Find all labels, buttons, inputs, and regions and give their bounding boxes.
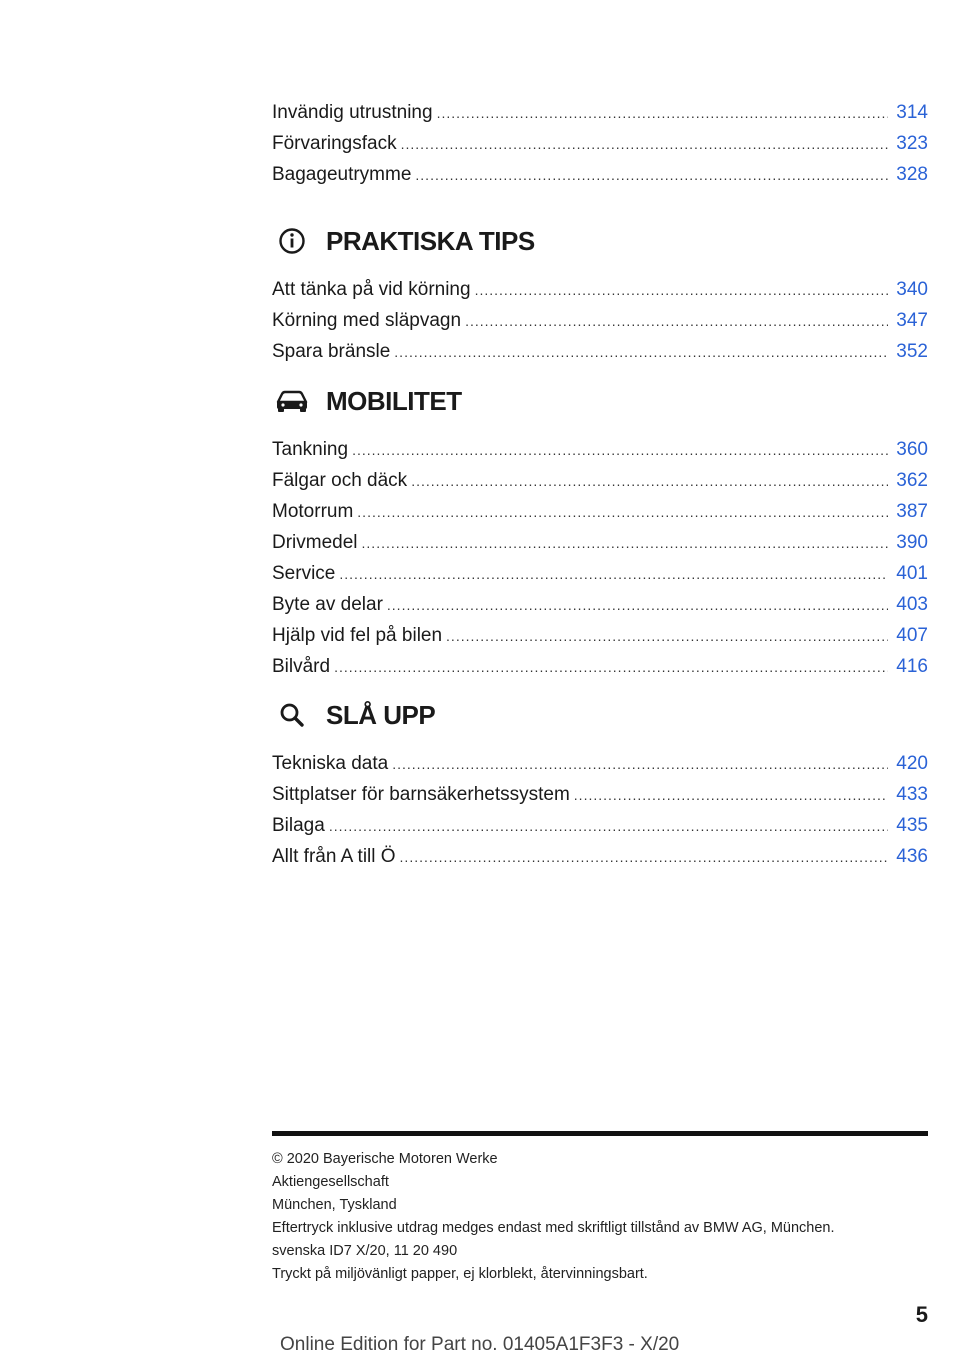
- imprint-line: © 2020 Bayerische Motoren Werke: [272, 1151, 498, 1167]
- toc-entry[interactable]: [272, 133, 928, 164]
- toc-entry-label: Byte av delar: [272, 594, 383, 615]
- section-heading: [272, 217, 928, 265]
- toc-page-link[interactable]: 362: [896, 470, 928, 491]
- toc-leader-dots: [334, 659, 888, 675]
- toc-entry[interactable]: [272, 501, 928, 532]
- toc-leader-dots: [574, 787, 889, 803]
- section-sla-upp: [272, 691, 928, 877]
- section-heading: [272, 691, 928, 739]
- toc-leader-dots: [437, 105, 889, 121]
- toc-leader-dots: [394, 344, 888, 360]
- toc-leader-dots: [401, 136, 889, 152]
- toc-leader-dots: [400, 849, 889, 865]
- imprint-line: München, Tyskland: [272, 1197, 397, 1213]
- toc-entry[interactable]: [272, 594, 928, 625]
- toc-entry-label: Service: [272, 563, 336, 584]
- toc-leader-dots: [411, 473, 888, 489]
- toc-page-link[interactable]: 314: [896, 102, 928, 123]
- toc-entry-label: Körning med släpvagn: [272, 310, 462, 331]
- toc-entry-label: Invändig utrustning: [272, 102, 433, 123]
- watermark: Online Edition for Part no. 01405A1F3F3 - X/20: [280, 1334, 680, 1355]
- section-heading: [272, 377, 928, 425]
- section-title: MOBILITET: [326, 385, 462, 416]
- toc-entry-label: Allt från A till Ö: [272, 846, 396, 867]
- toc-leader-dots: [339, 566, 888, 582]
- toc-page-link[interactable]: 328: [896, 164, 928, 185]
- info-icon: [272, 225, 312, 257]
- toc-entry-label: Motorrum: [272, 501, 354, 522]
- toc-leader-dots: [475, 282, 889, 298]
- toc-entry[interactable]: [272, 102, 928, 133]
- toc-entry[interactable]: [272, 815, 928, 846]
- imprint: [272, 1148, 912, 1286]
- toc-entry[interactable]: [272, 470, 928, 501]
- toc-page-link[interactable]: 401: [896, 563, 928, 584]
- toc-page-link[interactable]: 387: [896, 501, 928, 522]
- toc-leader-dots: [362, 535, 889, 551]
- toc-leader-dots: [357, 504, 888, 520]
- toc-page-link[interactable]: 340: [896, 279, 928, 300]
- toc-page-link[interactable]: 416: [896, 656, 928, 677]
- toc-page-link[interactable]: 433: [896, 784, 928, 805]
- toc-entry[interactable]: [272, 625, 928, 656]
- toc-leader-dots: [352, 442, 888, 458]
- toc-page-link[interactable]: 352: [896, 341, 928, 362]
- toc-entry-label: Förvaringsfack: [272, 133, 397, 154]
- toc-page-link[interactable]: 435: [896, 815, 928, 836]
- page-number: 5: [915, 1302, 928, 1327]
- toc-page-link[interactable]: 347: [896, 310, 928, 331]
- toc-entry-label: Drivmedel: [272, 532, 358, 553]
- section-mobilitet: [272, 377, 928, 687]
- section-title: SLÅ UPP: [326, 699, 436, 730]
- toc-leader-dots: [392, 756, 888, 772]
- imprint-line: Tryckt på miljövänligt papper, ej klorblekt, återvinningsbart.: [272, 1266, 648, 1282]
- toc-entry-label: Bilaga: [272, 815, 325, 836]
- toc-page-link[interactable]: 420: [896, 753, 928, 774]
- imprint-line: Eftertryck inklusive utdrag medges endast med skriftligt tillstånd av BMW AG, München.: [272, 1220, 835, 1236]
- toc-entry[interactable]: [272, 753, 928, 784]
- toc-entry[interactable]: [272, 563, 928, 594]
- toc-entry[interactable]: [272, 164, 928, 195]
- toc-entry-label: Tankning: [272, 439, 349, 460]
- search-icon: [272, 699, 312, 731]
- toc-leader-dots: [415, 167, 888, 183]
- toc-entry[interactable]: [272, 532, 928, 563]
- toc-entry[interactable]: [272, 846, 928, 877]
- toc-page-link[interactable]: 403: [896, 594, 928, 615]
- toc-page-link[interactable]: 390: [896, 532, 928, 553]
- toc-entry[interactable]: [272, 341, 928, 372]
- toc-entry-label: Bagageutrymme: [272, 164, 412, 185]
- toc-page-link[interactable]: 407: [896, 625, 928, 646]
- toc-entry[interactable]: [272, 656, 928, 687]
- section-praktiska-tips: [272, 217, 928, 372]
- footer-rule: [272, 1131, 928, 1136]
- imprint-line: Aktiengesellschaft: [272, 1174, 389, 1190]
- toc-page-link[interactable]: 323: [896, 133, 928, 154]
- imprint-line: svenska ID7 X/20, 11 20 490: [272, 1243, 458, 1259]
- toc-entry-label: Tekniska data: [272, 753, 389, 774]
- toc-leader-dots: [387, 597, 888, 613]
- car-icon: [272, 385, 312, 417]
- toc-leader-dots: [329, 818, 888, 834]
- toc-entry[interactable]: [272, 439, 928, 470]
- toc-entry-label: Att tänka på vid körning: [272, 279, 471, 300]
- toc-top: [272, 102, 928, 195]
- toc-entry[interactable]: [272, 784, 928, 815]
- toc-page-link[interactable]: 436: [896, 846, 928, 867]
- toc-entry-label: Hjälp vid fel på bilen: [272, 625, 443, 646]
- toc-entry-label: Sittplatser för barnsäkerhetssystem: [272, 784, 570, 805]
- toc-entry[interactable]: [272, 279, 928, 310]
- toc-entry[interactable]: [272, 310, 928, 341]
- toc-leader-dots: [446, 628, 888, 644]
- toc-entry-label: Bilvård: [272, 656, 331, 677]
- toc-entry-label: Fälgar och däck: [272, 470, 408, 491]
- toc-page-link[interactable]: 360: [896, 439, 928, 460]
- toc-leader-dots: [465, 313, 888, 329]
- toc-entry-label: Spara bränsle: [272, 341, 391, 362]
- section-title: PRAKTISKA TIPS: [326, 225, 535, 256]
